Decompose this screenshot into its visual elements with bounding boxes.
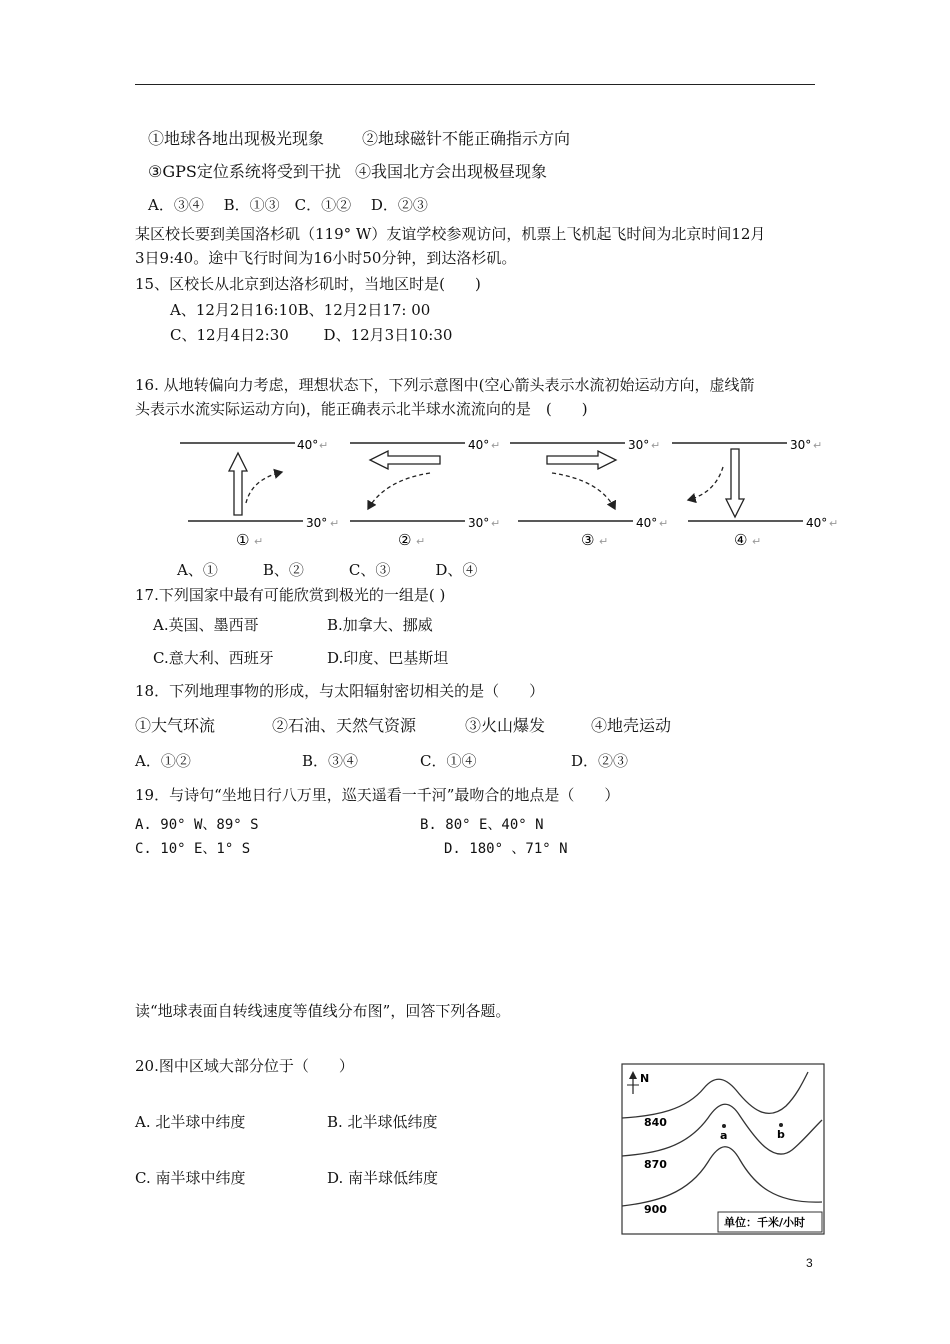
para-mark-1: ↵	[319, 439, 329, 452]
q15-choices-ab: A、12月2日16:10B、12月2日17: 00	[170, 301, 431, 319]
panel-2-top-lat: 40°	[468, 438, 490, 452]
north-label: N	[640, 1072, 650, 1085]
reading-prompt: 读“地球表面自转线速度等值线分布图”，回答下列各题。	[135, 1002, 511, 1020]
hollow-arrow-east	[547, 451, 616, 469]
para-mark-12: ↵	[752, 535, 762, 548]
q14-option-1: ①地球各地出现极光现象	[148, 129, 325, 148]
para-mark-4: ↵	[491, 439, 501, 452]
point-a-marker	[722, 1124, 726, 1128]
point-b-label: b	[777, 1128, 785, 1141]
header-rule	[135, 84, 815, 85]
q18-choice-b: B．③④	[302, 752, 359, 770]
q17-choice-c: C.意大利、西班牙	[153, 649, 274, 667]
q17-stem: 17.下列国家中最有可能欣赏到极光的一组是( )	[135, 586, 446, 604]
para-mark-9: ↵	[599, 535, 609, 548]
point-b-marker	[779, 1123, 783, 1127]
page-number: 3	[806, 1256, 813, 1270]
panel-3-label: ③	[581, 531, 595, 549]
q19-choice-a: A. 90° W、89° S	[135, 817, 259, 833]
panel-2-label: ②	[398, 531, 412, 549]
para-mark-7: ↵	[651, 439, 661, 452]
q17-choice-b: B.加拿大、挪威	[327, 616, 433, 634]
panel-4-top-lat: 30°	[790, 438, 812, 452]
panel-2	[350, 438, 489, 549]
hollow-arrow-south	[726, 449, 744, 517]
q19-choice-b: B. 80° E、40° N	[420, 817, 544, 833]
q20-stem: 20.图中区域大部分位于（ ）	[135, 1057, 354, 1075]
panel-2-bottom-lat: 30°	[468, 516, 490, 530]
q18-stem: 18．下列地理事物的形成，与太阳辐射密切相关的是（ ）	[135, 682, 545, 700]
panel-1-top-lat: 40°	[297, 438, 319, 452]
coriolis-figure	[0, 425, 950, 555]
para-mark-6: ↵	[416, 535, 426, 548]
q14-option-3: ③GPS定位系统将受到干扰	[148, 162, 341, 181]
q18-choice-d: D．②③	[571, 752, 629, 770]
q18-option-2: ②石油、天然气资源	[272, 716, 417, 735]
q15-intro-line2: 3日9:40。途中飞行时间为16小时50分钟，到达洛杉矶。	[135, 249, 517, 267]
isoline-label-900: 900	[644, 1203, 667, 1216]
q16-choices: A、① B、② C、③ D、④	[177, 561, 478, 579]
panel-1	[180, 438, 327, 549]
q14-option-2: ②地球磁针不能正确指示方向	[362, 129, 571, 148]
q15-intro-line1: 某区校长要到美国洛杉矶（119° W）友谊学校参观访问，机票上飞机起飞时间为北京时间12月	[135, 225, 766, 243]
dashed-arrow-left	[688, 467, 723, 500]
q18-option-1: ①大气环流	[135, 716, 216, 735]
panel-4	[672, 438, 827, 549]
panel-1-bottom-lat: 30°	[306, 516, 328, 530]
q16-stem-line1: 16. 从地转偏向力考虑，理想状态下，下列示意图中(空心箭头表示水流初始运动方向，虚线箭	[135, 376, 755, 394]
q18-option-3: ③火山爆发	[465, 716, 546, 735]
isoline-label-870: 870	[644, 1158, 667, 1171]
q15-choices-cd: C、12月4日2:30 D、12月3日10:30	[170, 326, 453, 344]
q15-stem: 15、区校长从北京到达洛杉矶时，当地区时是( )	[135, 275, 481, 293]
q18-choice-c: C．①④	[420, 752, 477, 770]
q20-choice-b: B. 北半球低纬度	[327, 1113, 438, 1131]
para-mark-5: ↵	[491, 517, 501, 530]
q20-choice-c: C. 南半球中纬度	[135, 1169, 246, 1187]
dashed-arrow-down-left	[368, 473, 430, 509]
panel-4-bottom-lat: 40°	[806, 516, 828, 530]
q17-choice-a: A.英国、墨西哥	[153, 616, 259, 634]
paragraph-marks	[254, 439, 838, 548]
para-mark-3: ↵	[254, 535, 264, 548]
hollow-arrow-west	[370, 451, 440, 469]
para-mark-11: ↵	[829, 517, 839, 530]
unit-label: 单位：千米/小时	[724, 1216, 806, 1229]
q17-choice-d: D.印度、巴基斯坦	[327, 649, 449, 667]
q20-choice-d: D. 南半球低纬度	[327, 1169, 439, 1187]
rotation-speed-isoline-map	[616, 1058, 830, 1238]
q19-choice-c: C. 10° E、1° S	[135, 841, 251, 857]
hollow-arrow-north	[229, 453, 247, 515]
para-mark-10: ↵	[813, 439, 823, 452]
para-mark-2: ↵	[330, 517, 340, 530]
dashed-arrow-down-right	[552, 473, 615, 509]
para-mark-8: ↵	[659, 517, 669, 530]
q18-option-4: ④地壳运动	[591, 716, 672, 735]
q19-stem: 19．与诗句“坐地日行八万里，巡天遥看一千河”最吻合的地点是（ ）	[135, 786, 620, 804]
dashed-arrow-right	[246, 472, 282, 503]
q19-choice-d: D. 180° 、71° N	[444, 841, 568, 857]
point-a-label: a	[720, 1129, 728, 1142]
q14-option-4: ④我国北方会出现极昼现象	[355, 162, 548, 181]
panel-3-top-lat: 30°	[628, 438, 650, 452]
panel-3	[510, 438, 657, 549]
isoline-label-840: 840	[644, 1116, 667, 1129]
q16-stem-line2: 头表示水流实际运动方向)，能正确表示北半球水流流向的是 ( )	[135, 400, 588, 418]
panel-4-label: ④	[734, 531, 748, 549]
panel-1-label: ①	[236, 531, 250, 549]
q14-choices: A．③④ B．①③ C．①② D．②③	[148, 196, 428, 214]
q18-choice-a: A．①②	[135, 752, 191, 770]
panel-3-bottom-lat: 40°	[636, 516, 658, 530]
q20-choice-a: A. 北半球中纬度	[135, 1113, 246, 1131]
